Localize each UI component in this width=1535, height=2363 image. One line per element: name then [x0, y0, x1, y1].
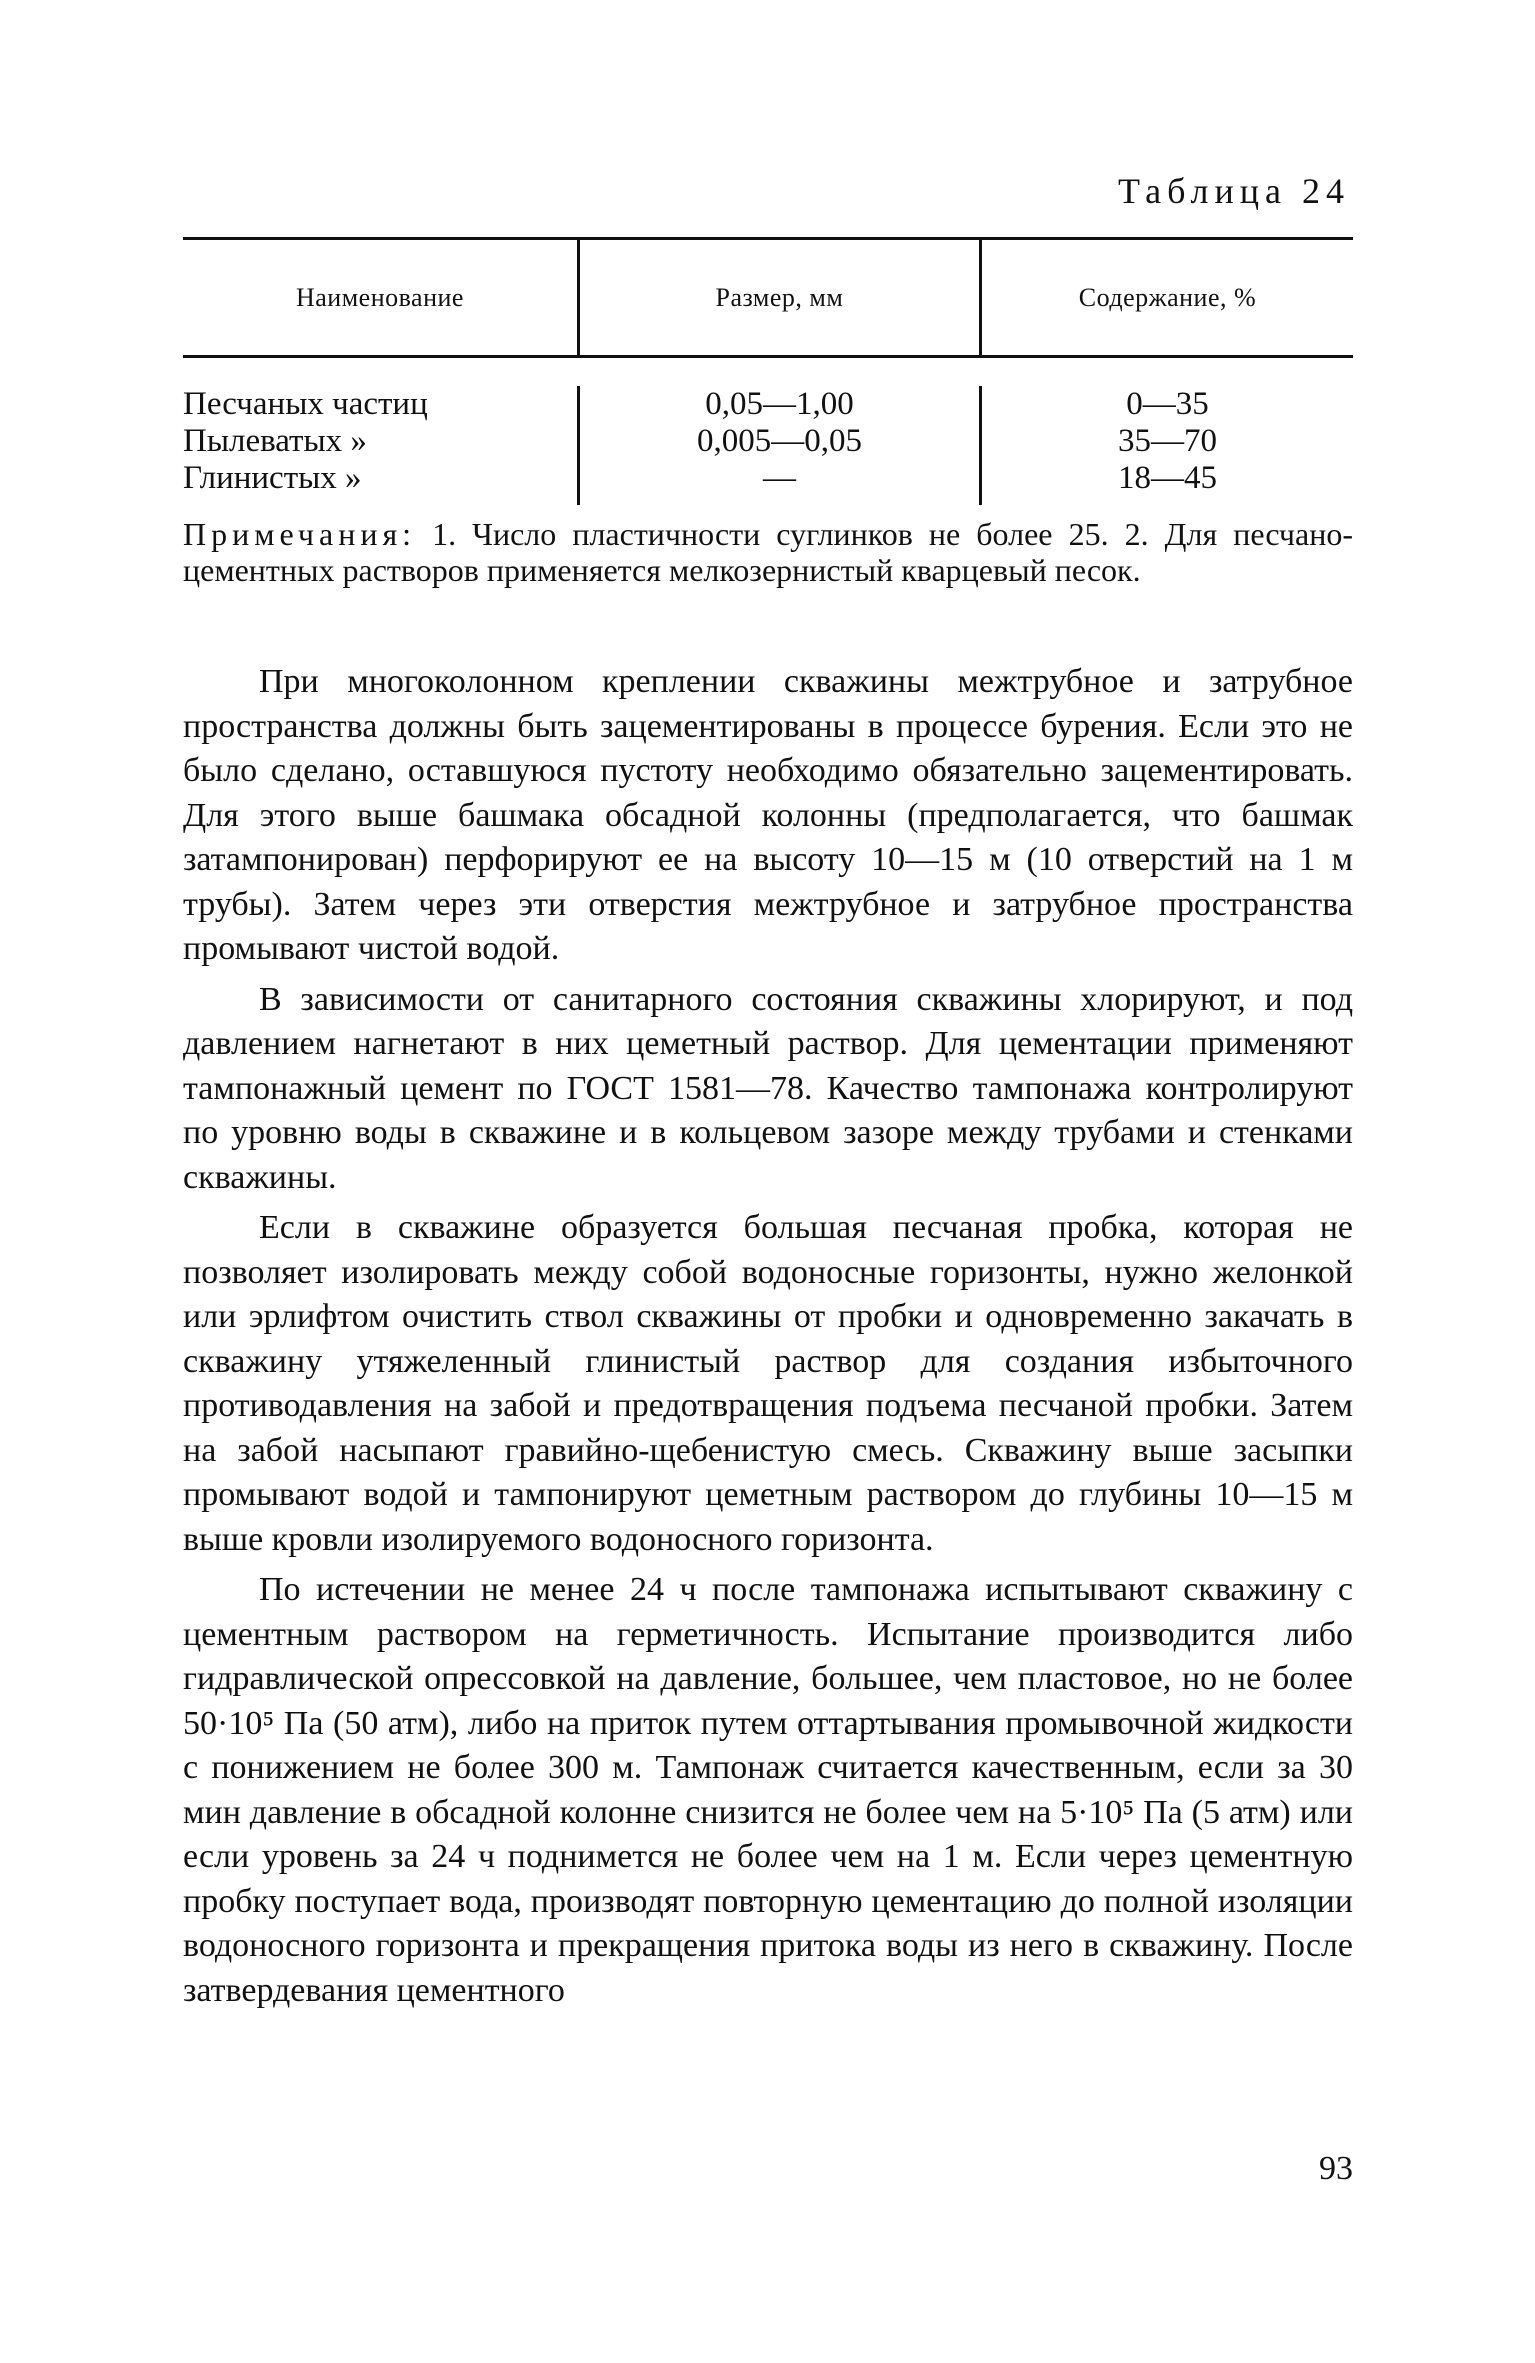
- header-name: Наименование: [295, 282, 464, 312]
- header-content: Содержание, %: [979, 240, 1353, 355]
- table-cell: 0,005—0,05: [696, 423, 862, 459]
- table-cell: Пылеватых »: [183, 423, 367, 459]
- body-text: [183, 660, 1353, 2019]
- paragraph: В зависимости от санитарного состояния скважины хлорируют, и под давлением нагнетают в них цеметный раствор. Для цементации применяют тампонажный цемент по ГОСТ 1581—78. Качество тампонажа контролируют по уровню воды в скважине и в кольцевом зазоре между трубами и стенками скважины.: [183, 980, 1353, 1196]
- table-header: [183, 240, 1353, 358]
- column-size: [577, 386, 979, 505]
- table-cell: 35—70: [1117, 423, 1217, 459]
- table-body: [183, 358, 1353, 505]
- table-notes: [183, 516, 1353, 588]
- paragraph: Если в скважине образуется большая песчаная пробка, которая не позволяет изолировать между собой водоносные горизонты, нужно желонкой или эрлифтом очистить ствол скважины от пробки и одновременно закачать в скважину утяжеленный глинистый раствор для создания избыточного противодавления на забой и предотвращения подъема песчаной пробки. Затем на забой насыпают гравийно-щебенистую смесь. Скважину выше засыпки промывают водой и тампонируют цеметным раствором до глубины 10—15 м выше кровли изолируемого водоносного горизонта.: [183, 1209, 1353, 1558]
- paragraph: При многоколонном креплении скважины межтрубное и затрубное пространства должны быть зацементированы в процессе бурения. Если это не было сделано, оставшуюся пустоту необходимо обязательно зацементировать. Для этого выше башмака обсадной колонны (предполагается, что башмак затампонирован) перфорируют ее на высоту 10—15 м (10 отверстий на 1 м трубы). Затем через эти отверстия межтрубное и затрубное пространства промывают чистой водой.: [183, 663, 1353, 967]
- table-cell: 18—45: [1117, 460, 1217, 496]
- table-cell: 0—35: [1126, 386, 1209, 422]
- table-cell: Глинистых »: [183, 460, 362, 496]
- paragraph: По истечении не менее 24 ч после тампонажа испытывают скважину с цементным раствором на герметичность. Испытание производится либо гидравлической опрессовкой на давление, большее, чем пластовое, но не более 50·10⁵ Па (50 атм), либо на приток путем оттартывания промывочной жидкости с понижением не более 300 м. Тампонаж считается качественным, если за 30 мин давление в обсадной колонне снизится не более чем на 5·10⁵ Па (5 атм) или если уровень за 24 ч поднимется не более чем на 1 м. Если через цементную пробку поступает вода, производят повторную цементацию до полной изоляции водоносного горизонта и прекращения притока воды из него в скважину. После затвердевания цементного: [183, 1571, 1353, 2009]
- table-cell: 0,05—1,00: [705, 386, 854, 422]
- table-caption: Таблица 24: [1118, 171, 1350, 211]
- table-cell: Песчаных частиц: [183, 386, 428, 422]
- data-table: [183, 237, 1353, 505]
- page-number: 93: [1319, 2150, 1353, 2187]
- column-name: [183, 386, 577, 505]
- notes-text: 1. Число пластичности суглинков не более 25. 2. Для песчано-цементных растворов применяется мелкозернистый кварцевый песок.: [183, 516, 1354, 588]
- notes-label: Примечания:: [183, 516, 417, 552]
- column-content: [979, 386, 1353, 505]
- header-size: Размер, мм: [577, 240, 979, 355]
- table-cell: —: [762, 460, 796, 496]
